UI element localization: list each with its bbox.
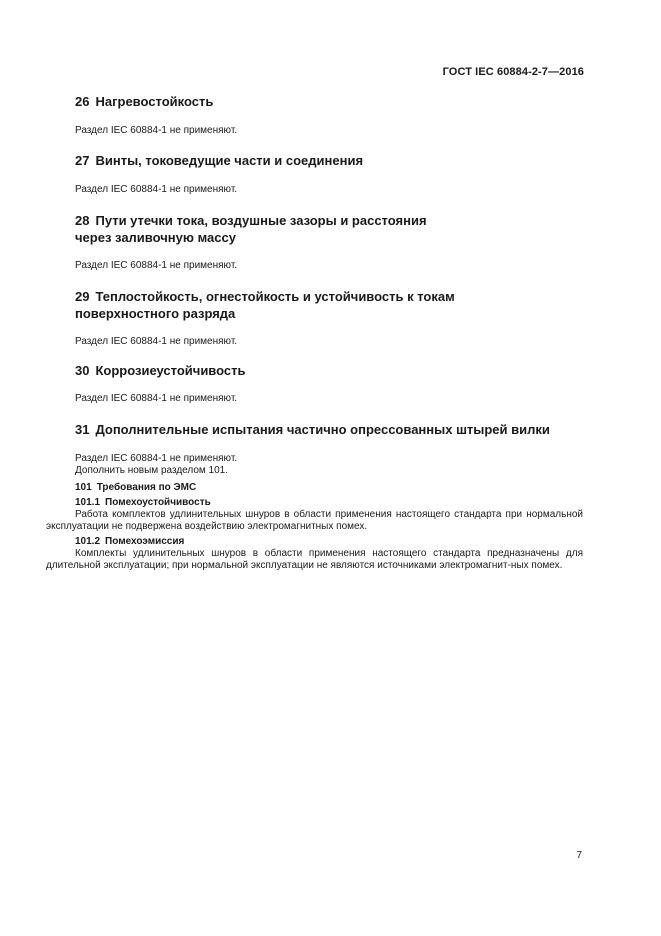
- section-title: Помехоустойчивость: [105, 496, 211, 508]
- section-27-text: Раздел IEC 60884-1 не применяют.: [75, 183, 238, 195]
- section-26-text: Раздел IEC 60884-1 не применяют.: [75, 125, 238, 136]
- section-101-1-heading: [75, 496, 583, 509]
- section-number: 30: [75, 363, 90, 378]
- section-title-line1: Пути утечки тока, воздушные зазоры и расстояния: [95, 213, 427, 228]
- section-31-addition: Дополнить новым разделом 101.: [75, 465, 229, 476]
- section-title-line1: Теплостойкость, огнестойкость и устойчивость к токам: [95, 288, 455, 304]
- section-title-line2: через заливочную массу: [75, 230, 236, 245]
- section-number: 101.1: [75, 496, 101, 508]
- section-title: Коррозиеустойчивость: [95, 363, 246, 378]
- section-28-heading: [75, 212, 583, 246]
- section-31-text: Раздел IEC 60884-1 не применяют.: [75, 452, 238, 464]
- section-101-2-text: Комплекты удлинительных шнуров в области применения настоящего стандарта предназначены для длительной эксплуатации; при нормальной эксплуатации не являются источниками электромагнит-ных помех.: [46, 547, 583, 571]
- section-title: Винты, токоведущие части и соединения: [95, 152, 364, 168]
- section-101-2-heading: [75, 535, 583, 548]
- section-title: Дополнительные испытания частично опрессованных штырей вилки: [95, 421, 550, 437]
- section-29-heading: [75, 288, 583, 322]
- section-number: 28: [75, 213, 90, 228]
- section-30-text: Раздел IEC 60884-1 не применяют.: [75, 393, 238, 404]
- section-number: 27: [75, 152, 90, 168]
- document-code: ГОСТ IEC 60884-2-7—2016: [442, 66, 584, 78]
- section-title: Требования по ЭМС: [96, 481, 197, 493]
- page-number: 7: [576, 850, 582, 861]
- section-title-line2: поверхностного разряда: [75, 305, 236, 321]
- section-31-heading: [75, 421, 583, 438]
- section-number: 101.2: [75, 535, 101, 547]
- section-26-heading: [75, 93, 583, 110]
- section-number: 101: [75, 481, 92, 493]
- section-30-heading: [75, 362, 583, 379]
- section-29-text: Раздел IEC 60884-1 не применяют.: [75, 335, 238, 347]
- section-number: 31: [75, 421, 90, 437]
- page-content: [46, 93, 583, 573]
- section-title: Помехоэмиссия: [105, 535, 185, 547]
- section-28-text: Раздел IEC 60884-1 не применяют.: [75, 260, 238, 271]
- section-title: Нагревостойкость: [95, 94, 214, 109]
- section-27-heading: [75, 152, 583, 169]
- section-number: 29: [75, 288, 90, 304]
- section-101-heading: [75, 481, 583, 494]
- section-101-1-text: Работа комплектов удлинительных шнуров в области применения настоящего стандарта при нормальной эксплуатации не подвержена воздействию электромагнитных помех.: [46, 508, 583, 532]
- section-number: 26: [75, 94, 90, 109]
